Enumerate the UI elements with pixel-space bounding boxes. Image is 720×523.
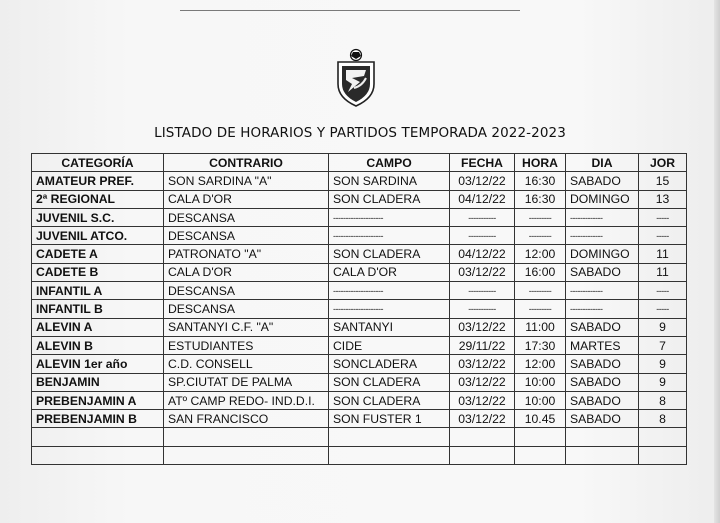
table-row [32,428,687,446]
cell-hora: 11:00 [515,318,566,336]
cell-hora: 16:30 [515,172,566,190]
cell-categoria: PREBENJAMIN A [32,391,164,409]
cell-hora: 10:00 [515,391,566,409]
cell-fecha: 03/12/22 [450,410,515,428]
cell-jor: 13 [639,190,687,208]
table-row [32,282,687,300]
cell-dia [566,428,639,446]
table-row [32,410,687,428]
cell-jor: ----- [639,227,687,245]
header-hora: HORA [515,154,566,172]
cell-categoria: INFANTIL A [32,282,164,300]
cell-hora: 10.45 [515,410,566,428]
cell-jor: ----- [639,300,687,318]
header-dia: DIA [566,154,639,172]
table-header-row [32,154,687,172]
cell-fecha: ----------- [450,208,515,226]
cell-categoria: AMATEUR PREF. [32,172,164,190]
cell-fecha: 04/12/22 [450,190,515,208]
cell-jor: ----- [639,282,687,300]
cell-jor [639,446,687,464]
cell-campo: -------------------- [329,282,450,300]
paper-edge [714,0,720,523]
cell-campo: SONCLADERA [329,355,450,373]
cell-jor: 9 [639,373,687,391]
table-row [32,355,687,373]
cell-hora: 17:30 [515,336,566,354]
cell-contrario: SANTANYI C.F. "A" [164,318,329,336]
cell-jor: 9 [639,318,687,336]
cell-categoria: INFANTIL B [32,300,164,318]
cell-categoria: BENJAMIN [32,373,164,391]
cell-contrario: CALA D'OR [164,190,329,208]
header-fecha: FECHA [450,154,515,172]
cell-contrario [164,446,329,464]
cell-hora: 12:00 [515,355,566,373]
cell-categoria: CADETE B [32,263,164,281]
cell-jor: 11 [639,263,687,281]
document-title: LISTADO DE HORARIOS Y PARTIDOS TEMPORADA 2022-2023 [154,125,566,141]
cell-campo: SON SARDINA [329,172,450,190]
cell-categoria: ALEVIN A [32,318,164,336]
cell-campo: SON CLADERA [329,373,450,391]
cell-dia: DOMINGO [566,190,639,208]
cell-categoria [32,428,164,446]
cell-dia: SABADO [566,391,639,409]
cell-campo: SON CLADERA [329,391,450,409]
cell-contrario: C.D. CONSELL [164,355,329,373]
table-row [32,336,687,354]
table-row [32,172,687,190]
cell-dia: MARTES [566,336,639,354]
cell-jor: 15 [639,172,687,190]
table-row [32,190,687,208]
cell-dia: SABADO [566,172,639,190]
cell-hora: --------- [515,300,566,318]
cell-contrario: SON SARDINA "A" [164,172,329,190]
cell-categoria [32,446,164,464]
cell-fecha: 04/12/22 [450,245,515,263]
cell-categoria: PREBENJAMIN B [32,410,164,428]
cell-hora: 16:30 [515,190,566,208]
cell-fecha [450,446,515,464]
table-row [32,391,687,409]
cell-contrario: SAN FRANCISCO [164,410,329,428]
cell-fecha: 03/12/22 [450,373,515,391]
cell-contrario: DESCANSA [164,300,329,318]
header-campo: CAMPO [329,154,450,172]
cell-categoria: ALEVIN 1er año [32,355,164,373]
cell-hora: 10:00 [515,373,566,391]
cell-categoria: ALEVIN B [32,336,164,354]
table-row [32,263,687,281]
cell-dia: SABADO [566,318,639,336]
table-row [32,227,687,245]
cell-fecha [450,428,515,446]
cell-fecha: 29/11/22 [450,336,515,354]
cell-campo: SON CLADERA [329,190,450,208]
header-categoria: CATEGORÍA [32,154,164,172]
cell-hora: --------- [515,282,566,300]
cell-hora: --------- [515,227,566,245]
cell-contrario: PATRONATO "A" [164,245,329,263]
match-schedule-table [31,153,687,465]
table-body [32,172,687,465]
cell-campo: SON CLADERA [329,245,450,263]
cell-contrario: ESTUDIANTES [164,336,329,354]
cell-dia: ------------- [566,282,639,300]
cell-jor [639,428,687,446]
cell-fecha: 03/12/22 [450,391,515,409]
cell-categoria: JUVENIL S.C. [32,208,164,226]
cell-jor: 7 [639,336,687,354]
cell-dia: ------------- [566,227,639,245]
cell-campo: CALA D'OR [329,263,450,281]
cell-fecha: ----------- [450,227,515,245]
cell-jor: 9 [639,355,687,373]
cell-fecha: 03/12/22 [450,263,515,281]
cell-campo: SANTANYI [329,318,450,336]
cell-contrario: CALA D'OR [164,263,329,281]
cell-hora: --------- [515,208,566,226]
cell-campo: CIDE [329,336,450,354]
table-row [32,300,687,318]
cell-contrario: DESCANSA [164,208,329,226]
cell-hora [515,428,566,446]
cell-dia: SABADO [566,263,639,281]
cell-jor: 8 [639,410,687,428]
cell-categoria: 2ª REGIONAL [32,190,164,208]
top-rule [180,10,520,11]
cell-fecha: ----------- [450,300,515,318]
cell-fecha: 03/12/22 [450,318,515,336]
header-jor: JOR [639,154,687,172]
cell-fecha: 03/12/22 [450,172,515,190]
cell-campo [329,428,450,446]
header-contrario: CONTRARIO [164,154,329,172]
cell-hora [515,446,566,464]
table-row [32,373,687,391]
cell-fecha: ----------- [450,282,515,300]
cell-dia [566,446,639,464]
cell-contrario: SP.CIUTAT DE PALMA [164,373,329,391]
cell-dia: SABADO [566,373,639,391]
cell-dia: SABADO [566,410,639,428]
cell-campo: -------------------- [329,300,450,318]
cell-contrario [164,428,329,446]
cell-contrario: DESCANSA [164,227,329,245]
table-row [32,318,687,336]
table-row [32,446,687,464]
cell-hora: 12:00 [515,245,566,263]
table-row [32,208,687,226]
cell-jor: ----- [639,208,687,226]
cell-contrario: ATº CAMP REDO- IND.D.I. [164,391,329,409]
cell-dia: SABADO [566,355,639,373]
cell-contrario: DESCANSA [164,282,329,300]
cell-dia: ------------- [566,300,639,318]
cell-categoria: JUVENIL ATCO. [32,227,164,245]
cell-campo: -------------------- [329,227,450,245]
club-crest-icon [334,48,378,108]
cell-fecha: 03/12/22 [450,355,515,373]
cell-campo [329,446,450,464]
table-row [32,245,687,263]
cell-dia: ------------- [566,208,639,226]
cell-dia: DOMINGO [566,245,639,263]
cell-campo: SON FUSTER 1 [329,410,450,428]
cell-categoria: CADETE A [32,245,164,263]
cell-hora: 16:00 [515,263,566,281]
cell-campo: -------------------- [329,208,450,226]
cell-jor: 8 [639,391,687,409]
cell-jor: 11 [639,245,687,263]
